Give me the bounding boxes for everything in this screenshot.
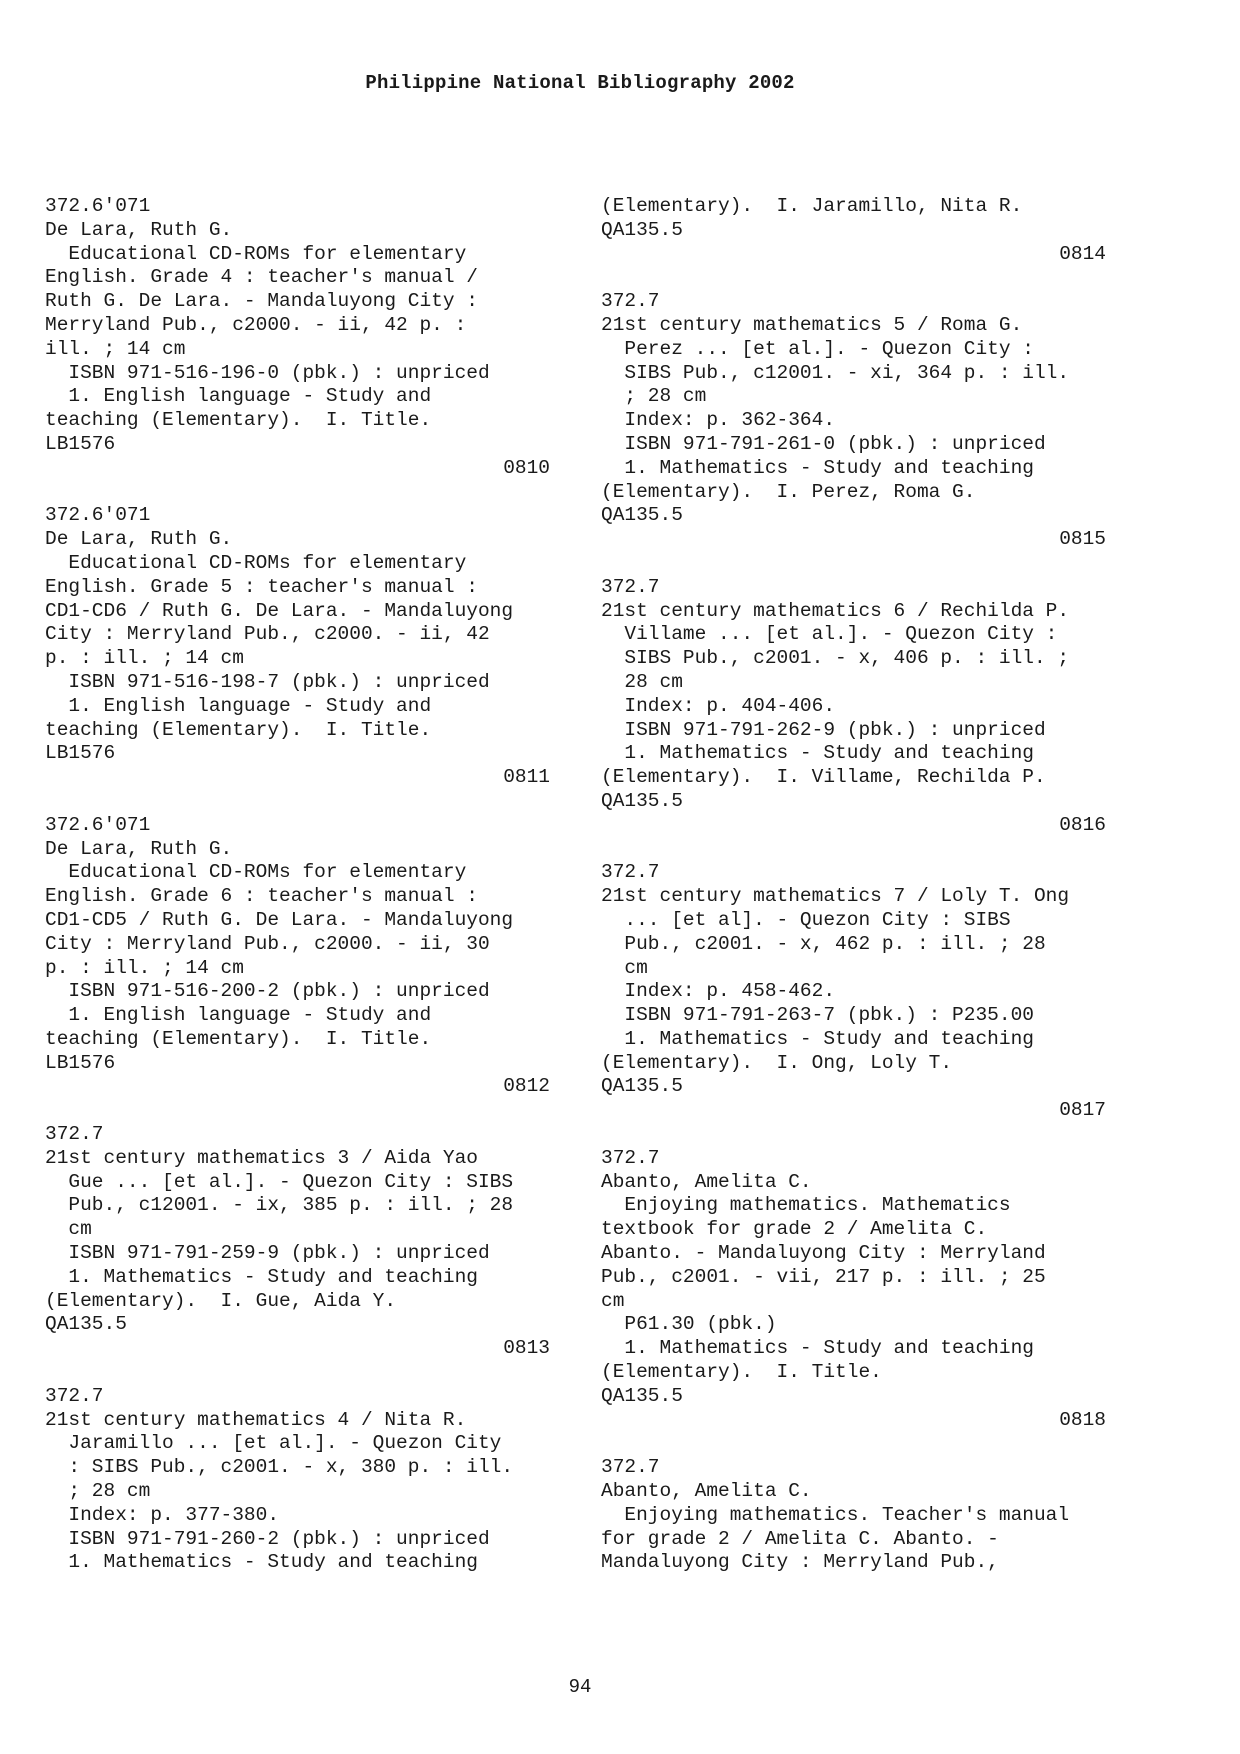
entry-line: 1. English language - Study and [45,1004,432,1027]
entry-line: (Elementary). I. Gue, Aida Y. [45,1289,397,1312]
entry-line: cm [601,1289,625,1312]
entry-line: P61.30 (pbk.) [601,1313,777,1336]
entry-line: 21st century mathematics 4 / Nita R. [45,1408,467,1431]
entry-line: QA135.5 [601,1384,683,1407]
entry-line: Villame ... [et al.]. - Quezon City : [601,623,1058,646]
entry-line: 28 cm [601,670,683,693]
entry-line: ISBN 971-516-198-7 (pbk.) : unpriced [45,670,490,693]
right-column [601,195,1106,1575]
entry-line: p. : ill. ; 14 cm [45,956,244,979]
entry-line: 21st century mathematics 3 / Aida Yao [45,1146,478,1169]
entry-line: QA135.5 [601,504,683,527]
entry-line: teaching (Elementary). I. Title. [45,1027,432,1050]
entry-spacer [601,1123,1106,1147]
entry-number: 0814 [1059,242,1106,265]
entry-line: : SIBS Pub., c2001. - x, 380 p. : ill. [45,1456,514,1479]
entry-line: 21st century mathematics 7 / Loly T. Ong [601,885,1070,908]
entry-line: English. Grade 6 : teacher's manual : [45,885,478,908]
entry-line: Educational CD-ROMs for elementary [45,551,467,574]
entry-spacer [45,1361,550,1385]
entry-number: 0810 [503,456,550,479]
entry-number: 0813 [503,1337,550,1360]
entry-line: 372.7 [601,290,660,313]
entry-line: 372.7 [601,1146,660,1169]
entry-number: 0816 [1059,813,1106,836]
entry-line: teaching (Elementary). I. Title. [45,718,432,741]
entry-line: 1. English language - Study and [45,694,432,717]
bibliography-entry [45,1385,550,1575]
entry-line: Enjoying mathematics. Teacher's manual [601,1503,1070,1526]
entry-line: LB1576 [45,432,116,455]
entry-line: English. Grade 4 : teacher's manual / [45,266,478,289]
entry-line: (Elementary). I. Ong, Loly T. [601,1051,953,1074]
entry-line: ISBN 971-791-261-0 (pbk.) : unpriced [601,432,1046,455]
entry-line: De Lara, Ruth G. [45,218,233,241]
entry-line: 1. Mathematics - Study and teaching [601,456,1034,479]
entry-line: CD1-CD6 / Ruth G. De Lara. - Mandaluyong [45,599,514,622]
entry-spacer [601,266,1106,290]
entry-line: cm [45,1218,92,1241]
entry-line: ISBN 971-791-262-9 (pbk.) : unpriced [601,718,1046,741]
entry-number: 0817 [1059,1099,1106,1122]
entry-line: 21st century mathematics 5 / Roma G. [601,313,1023,336]
entry-line: De Lara, Ruth G. [45,528,233,551]
entry-line: (Elementary). I. Jaramillo, Nita R. [601,195,1023,217]
entry-line: ISBN 971-516-196-0 (pbk.) : unpriced [45,361,490,384]
entry-line: 372.7 [45,1123,104,1146]
entry-line: Pub., c2001. - x, 462 p. : ill. ; 28 [601,932,1046,955]
entry-spacer [601,838,1106,862]
entry-line: Gue ... [et al.]. - Quezon City : SIBS [45,1170,514,1193]
bibliography-entry [601,1147,1106,1433]
entry-line: 372.6'071 [45,504,151,527]
entry-line: LB1576 [45,742,116,765]
entry-line: teaching (Elementary). I. Title. [45,409,432,432]
bibliography-entry [45,814,550,1100]
entry-line: (Elementary). I. Title. [601,1361,882,1384]
entry-line: ; 28 cm [601,385,707,408]
entry-spacer [601,552,1106,576]
entry-line: Index: p. 377-380. [45,1503,280,1526]
entry-line: 1. Mathematics - Study and teaching [601,1027,1034,1050]
entry-line: Ruth G. De Lara. - Mandaluyong City : [45,290,478,313]
entry-line: 372.7 [601,1456,660,1479]
entry-line: 1. Mathematics - Study and teaching [45,1551,478,1574]
entry-line: Abanto, Amelita C. [601,1170,812,1193]
entry-line: Merryland Pub., c2000. - ii, 42 p. : [45,313,467,336]
entry-line: for grade 2 / Amelita C. Abanto. - [601,1527,999,1550]
entry-line: De Lara, Ruth G. [45,837,233,860]
page-number: 94 [568,1676,592,1698]
entry-line: 1. English language - Study and [45,385,432,408]
bibliography-entry [45,504,550,790]
entry-line: QA135.5 [45,1313,127,1336]
entry-spacer [45,790,550,814]
entry-line: LB1576 [45,1051,116,1074]
entry-line: 372.7 [601,861,660,884]
entry-line: ; 28 cm [45,1480,151,1503]
entry-line: QA135.5 [601,789,683,812]
entry-line: (Elementary). I. Villame, Rechilda P. [601,766,1046,789]
page-title: Philippine National Bibliography 2002 [365,72,795,94]
bibliography-entry [601,290,1106,552]
entry-line: 372.6'071 [45,813,151,836]
entry-line: (Elementary). I. Perez, Roma G. [601,480,976,503]
entry-number: 0812 [503,1075,550,1098]
entry-line: ISBN 971-791-263-7 (pbk.) : P235.00 [601,1004,1034,1027]
bibliography-entry [601,195,1106,266]
entry-spacer [45,1099,550,1123]
entry-spacer [601,1432,1106,1456]
entry-line: 21st century mathematics 6 / Rechilda P. [601,599,1070,622]
entry-line: Perez ... [et al.]. - Quezon City : [601,337,1034,360]
entry-line: Index: p. 404-406. [601,694,836,717]
entry-line: Pub., c2001. - vii, 217 p. : ill. ; 25 [601,1265,1046,1288]
entry-line: textbook for grade 2 / Amelita C. [601,1218,988,1241]
entry-line: Educational CD-ROMs for elementary [45,861,467,884]
entry-line: ISBN 971-791-260-2 (pbk.) : unpriced [45,1527,490,1550]
entry-line: English. Grade 5 : teacher's manual : [45,575,478,598]
entry-line: Educational CD-ROMs for elementary [45,242,467,265]
entry-line: City : Merryland Pub., c2000. - ii, 30 [45,932,490,955]
entry-line: 1. Mathematics - Study and teaching [601,1337,1034,1360]
entry-line: Mandaluyong City : Merryland Pub., [601,1551,999,1574]
entry-line: 1. Mathematics - Study and teaching [601,742,1034,765]
entry-line: Index: p. 458-462. [601,980,836,1003]
entry-line: Enjoying mathematics. Mathematics [601,1194,1011,1217]
entry-line: SIBS Pub., c2001. - x, 406 p. : ill. ; [601,647,1070,670]
entry-line: City : Merryland Pub., c2000. - ii, 42 [45,623,490,646]
entry-number: 0815 [1059,528,1106,551]
entry-line: ... [et al]. - Quezon City : SIBS [601,908,1011,931]
entry-spacer [45,481,550,505]
entry-line: 1. Mathematics - Study and teaching [45,1265,478,1288]
bibliography-entry [601,576,1106,838]
entry-line: 372.7 [45,1384,104,1407]
entry-line: 372.6'071 [45,195,151,217]
entry-line: p. : ill. ; 14 cm [45,647,244,670]
bibliography-entry [45,195,550,481]
entry-line: QA135.5 [601,1075,683,1098]
entry-number: 0818 [1059,1408,1106,1431]
entry-line: Index: p. 362-364. [601,409,836,432]
entry-line: CD1-CD5 / Ruth G. De Lara. - Mandaluyong [45,908,514,931]
bibliography-entry [45,1123,550,1361]
entry-line: ISBN 971-516-200-2 (pbk.) : unpriced [45,980,490,1003]
entry-line: QA135.5 [601,218,683,241]
entry-line: SIBS Pub., c12001. - xi, 364 p. : ill. [601,361,1070,384]
entry-line: Pub., c12001. - ix, 385 p. : ill. ; 28 [45,1194,514,1217]
entry-line: Abanto. - Mandaluyong City : Merryland [601,1242,1046,1265]
bibliography-entry [601,861,1106,1123]
entry-line: 372.7 [601,575,660,598]
entry-line: Abanto, Amelita C. [601,1480,812,1503]
entry-line: ISBN 971-791-259-9 (pbk.) : unpriced [45,1242,490,1265]
left-column [45,195,550,1575]
entry-line: Jaramillo ... [et al.]. - Quezon City [45,1432,502,1455]
entry-line: ill. ; 14 cm [45,337,186,360]
bibliography-entry [601,1456,1106,1575]
entry-number: 0811 [503,766,550,789]
entry-line: cm [601,956,648,979]
